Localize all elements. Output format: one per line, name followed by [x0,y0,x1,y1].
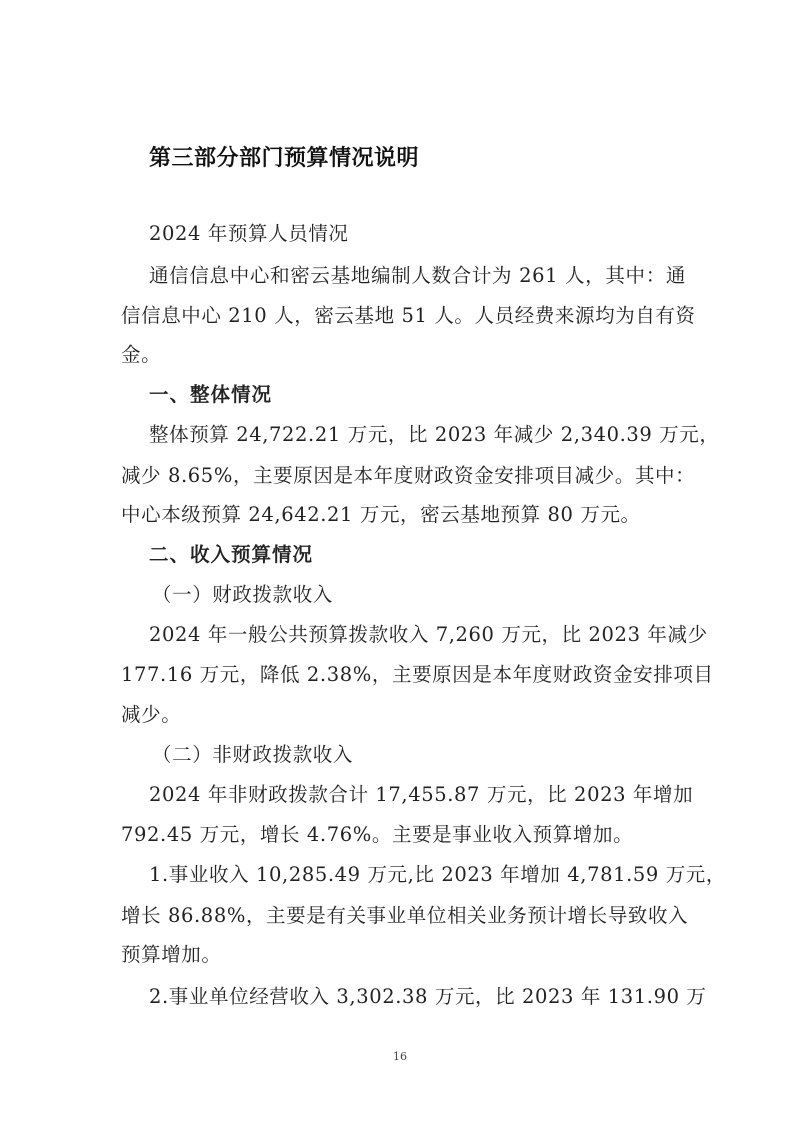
paragraph-line: 减少 8.65%，主要原因是本年度财政资金安排项目减少。其中： [121,464,696,487]
paragraph-line: 792.45 万元，增长 4.76%。主要是事业收入预算增加。 [121,823,634,846]
paragraph-line: 2024 年一般公共预算拨款收入 7,260 万元，比 2023 年减少 [149,623,708,646]
section-heading-overall: 一、整体情况 [149,383,273,406]
paragraph-line: 177.16 万元，降低 2.38%，主要原因是本年度财政资金安排项目 [121,663,714,686]
paragraph-line: 减少。 [121,703,182,726]
section-heading-income: 二、收入预算情况 [149,543,314,566]
page-number: 16 [393,1050,407,1063]
paragraph-line: 整体预算 24,722.21 万元，比 2023 年减少 2,340.39 万元， [149,423,720,446]
paragraph-line: 信信息中心 210 人，密云基地 51 人。人员经费来源均为自有资 [121,304,696,327]
paragraph-line: 1.事业收入 10,285.49 万元,比 2023 年增加 4,781.59 万元， [149,863,726,886]
paragraph-line: 2.事业单位经营收入 3,302.38 万元，比 2023 年 131.90 万 [149,985,707,1008]
subsection-heading-nonfiscal: （二）非财政拨款收入 [152,743,354,766]
paragraph-line: 增长 86.88%，主要是有关事业单位相关业务预计增长导致收入 [121,904,689,927]
paragraph-line: 通信信息中心和密云基地编制人数合计为 261 人，其中：通 [149,264,686,287]
paragraph-line: 2024 年非财政拨款合计 17,455.87 万元，比 2023 年增加 [149,783,694,806]
paragraph-line: 金。 [121,343,162,366]
subsection-heading-fiscal: （一）财政拨款收入 [152,583,333,606]
page-title: 第三部分部门预算情况说明 [149,146,420,171]
staff-heading: 2024 年预算人员情况 [149,222,349,245]
paragraph-line: 中心本级预算 24,642.21 万元，密云基地预算 80 万元。 [121,503,641,526]
paragraph-line: 预算增加。 [121,943,222,966]
